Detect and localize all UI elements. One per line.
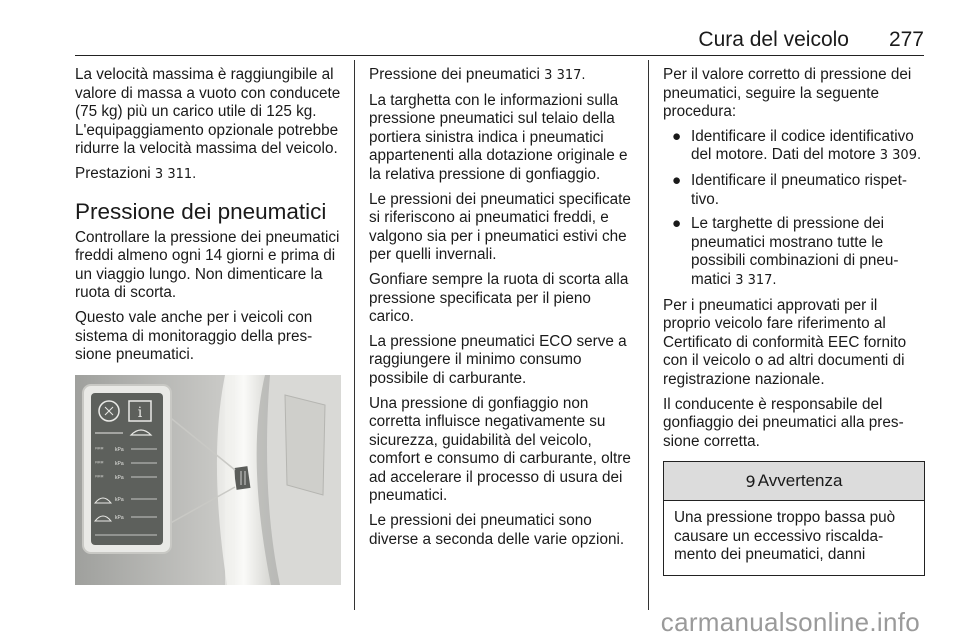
label-unit-1: kPa xyxy=(115,446,124,453)
svg-text:ꟸꟸꟸ: ꟸꟸꟸ xyxy=(95,460,104,467)
warning-title: Avvertenza xyxy=(757,471,843,491)
label-unit-5: kPa xyxy=(115,514,124,521)
bullet-icon: ● xyxy=(672,127,682,145)
page-number: 277 xyxy=(888,28,924,51)
page-reference-link[interactable]: 3 317. xyxy=(735,272,777,288)
door-frame-photo xyxy=(75,375,341,585)
paragraph-pressure-ref xyxy=(369,66,634,86)
label-unit-4: kPa xyxy=(115,496,124,503)
warning-header xyxy=(664,462,924,501)
column-2 xyxy=(369,66,634,555)
page-reference-link[interactable]: 3 309. xyxy=(879,148,922,164)
paragraph-eco-pressure: La pressione pneumatici ECO serve a raggiungere il minimo consumo possibile di carburante. xyxy=(369,332,627,387)
paragraph-tpms: Questo vale anche per i veicoli con sistema di monitoraggio della pressione pneumatici. xyxy=(75,308,313,364)
paragraph-cold-tyres: Le pressioni dei pneumatici specificate si riferiscono ai pneumatici freddi, e valgono sia per i pneumatici estivi che per quelli invernali. xyxy=(369,190,631,264)
section-title: Cura del veicolo xyxy=(698,28,849,51)
column-1 xyxy=(75,66,341,585)
list-item xyxy=(663,172,925,209)
paragraph-options: Le pressioni dei pneumatici sono diverse a seconda delle varie opzioni. xyxy=(369,512,625,548)
column-divider-1 xyxy=(354,60,355,610)
svg-text:ꟸꟸꟸ: ꟸꟸꟸ xyxy=(95,446,104,453)
list-item-text: Identificare il codice identificativo del motore. Dati del motore xyxy=(691,127,914,164)
page-reference-link[interactable]: 3 311. xyxy=(154,166,197,182)
ref-text: Pressione dei pneumatici xyxy=(369,66,545,83)
list-item-text: Le targhette di pressione dei pneumatici mostrano tutte le possibili combinazioni di pneumatici xyxy=(691,215,899,288)
list-item xyxy=(663,215,925,290)
list-item xyxy=(663,128,925,166)
paragraph-performance-ref xyxy=(75,165,341,185)
list-item-text: Identificare il pneumatico rispettivo. xyxy=(691,171,907,208)
procedure-list xyxy=(663,128,925,291)
info-glyph: i xyxy=(137,404,143,421)
paragraph-approved-tyres: Per i pneumatici approvati per il proprio veicolo fare riferimento al Certificato di conformità EEC fornito con il veicolo o ad altri documenti di registrazione nazionale. xyxy=(663,296,907,388)
page-header xyxy=(75,26,924,56)
label-unit-3: kPa xyxy=(115,474,124,481)
warning-text: Una pressione troppo bassa può causare un eccessivo riscaldamento dei pneumatici, danni xyxy=(674,509,896,564)
column-divider-2 xyxy=(648,60,649,610)
bullet-icon: ● xyxy=(672,215,682,233)
label-unit-2: kPa xyxy=(115,460,124,467)
warning-body xyxy=(664,501,924,575)
section-heading-tyre-pressure: Pressione dei pneumatici xyxy=(75,198,327,224)
svg-text:ꟸꟸꟸ: ꟸꟸꟸ xyxy=(95,474,104,481)
paragraph-check-pressure: Controllare la pressione dei pneumatici freddi almeno ogni 14 giorni e prima di un viaggio lungo. Non dimenticare la ruota di scorta. xyxy=(75,228,340,302)
header-rule xyxy=(75,55,924,56)
door-frame-illustration xyxy=(75,375,341,585)
watermark: carmanualsonline.info xyxy=(660,607,920,637)
ref-text: Prestazioni xyxy=(75,164,155,182)
paragraph-top-speed: La velocità massima è raggiungibile al valore di massa a vuoto con conducete (75 kg) più un carico utile di 125 kg. L'equipaggiamento opzionale potrebbe ridurre la velocità massima del veicolo. xyxy=(75,66,341,158)
paragraph-procedure-intro: Per il valore corretto di pressione dei pneumatici, seguire la seguente procedura: xyxy=(663,66,912,121)
paragraph-spare-wheel: Gonfiare sempre la ruota di scorta alla pressione specificata per il pieno carico. xyxy=(369,270,629,326)
warning-icon: 9 xyxy=(745,471,756,491)
paragraph-driver-responsibility: Il conducente è responsabile del gonfiaggio dei pneumatici alla pressione corretta. xyxy=(663,395,904,450)
page-reference-link[interactable]: 3 317. xyxy=(544,68,586,83)
paragraph-incorrect-pressure: Una pressione di gonfiaggio non corretta influisce negativamente su sicurezza, guidabilità del veicolo, comfort e consumo di carburante, oltre ad accelerare il processo di usura dei pneumatici. xyxy=(369,394,631,505)
bullet-icon: ● xyxy=(672,171,682,189)
paragraph-label-location: La targhetta con le informazioni sulla pressione pneumatici sul telaio della portiera sinistra indica i pneumatici appartenenti alla dotazione originale e la relativa pressione di gonfiaggio. xyxy=(369,91,628,183)
warning-box xyxy=(663,461,925,576)
column-3 xyxy=(663,66,925,576)
